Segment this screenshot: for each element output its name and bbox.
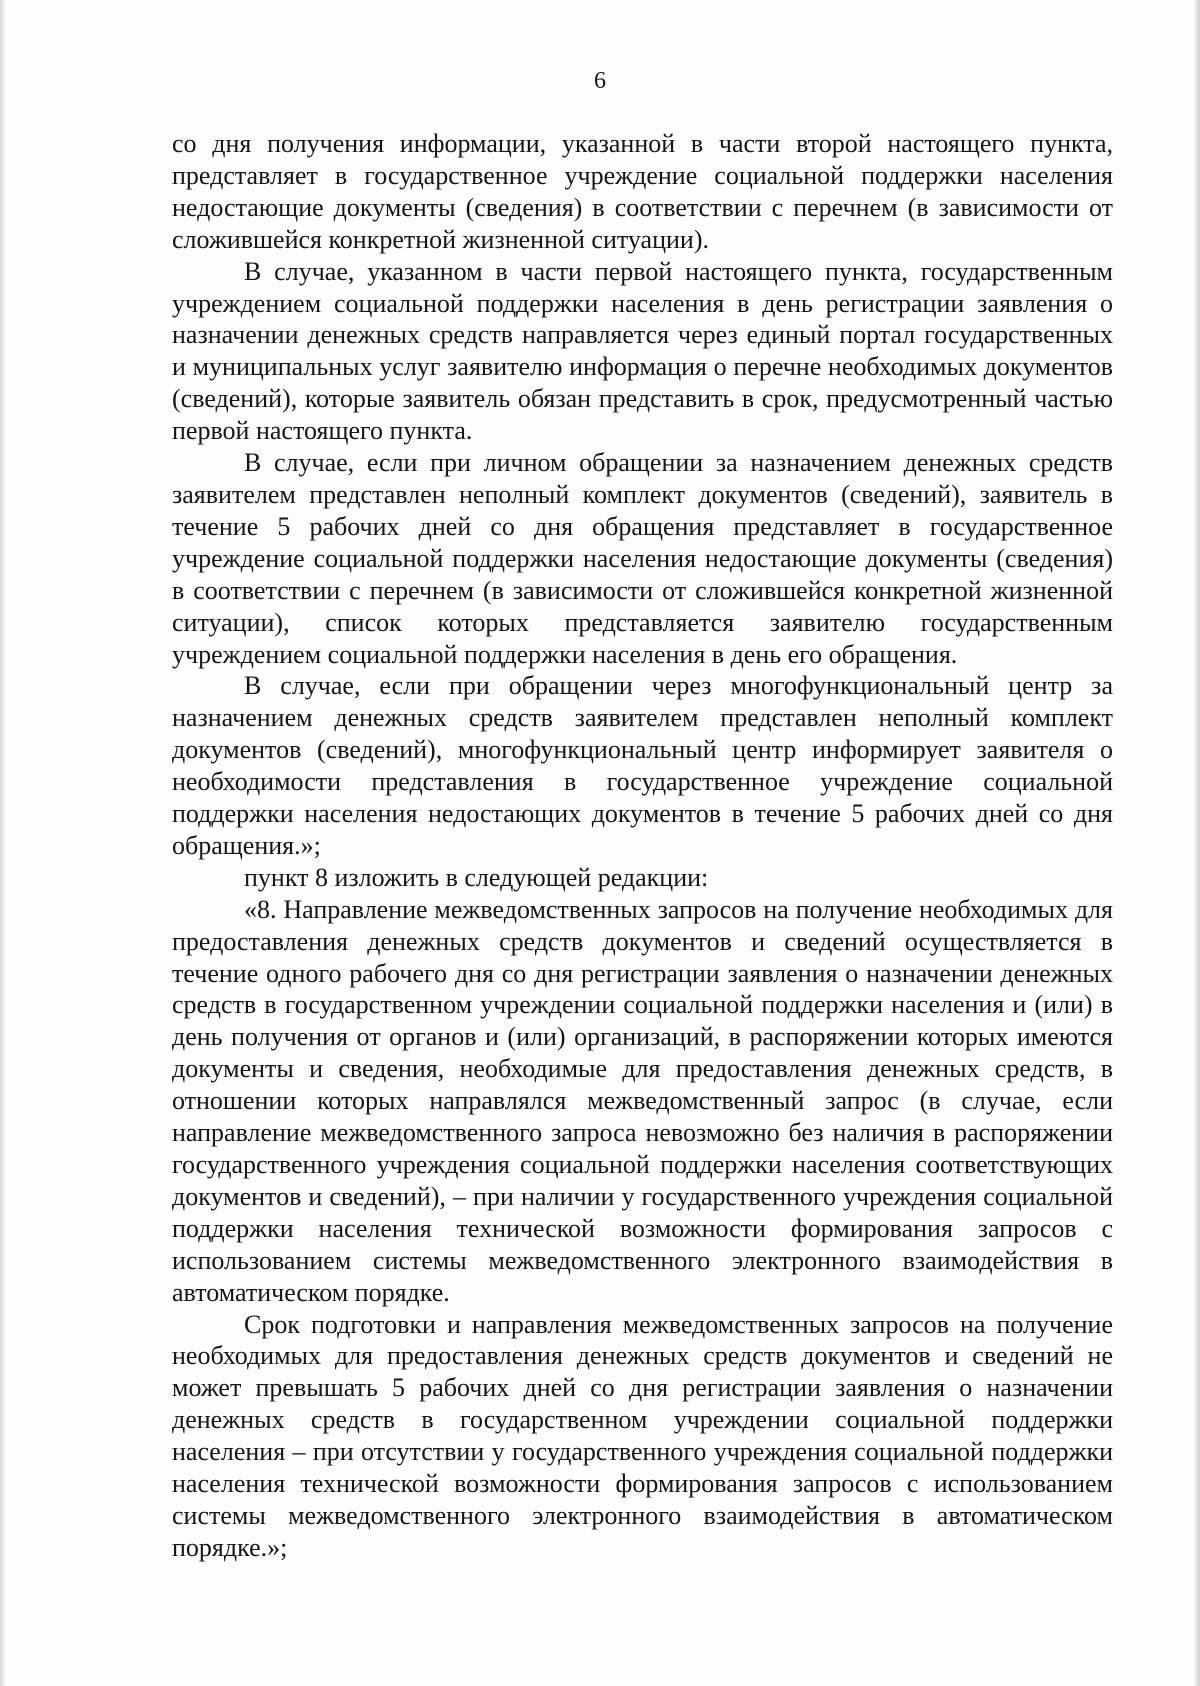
page-number: 6 (594, 68, 606, 94)
scan-edge-left (0, 0, 5, 1686)
paragraph-clause-8: «8. Направление межведомственных запросов на получение необходимых для предоставления денежных средств документов и сведений осуществляется в течение одного рабочего дня со дня регистрации заявления о назначении денежных средств в государственном учреждении социальной поддержки населения и (или) в день получения от органов и (или) организаций, в распоряжении которых имеются документы и сведения, необходимые для предоставления денежных средств, в отношении которых направлялся межведомственный запрос (в случае, если направление межведомственного запроса невозможно без наличия в распоряжении государственного учреждения социальной поддержки населения соответствующих документов и сведений), – при наличии у государственного учреждения социальной поддержки населения технической возможности формирования запросов с использованием системы межведомственного электронного взаимодействия в автоматическом порядке. (172, 894, 1113, 1307)
scan-edge-right (1194, 0, 1200, 1686)
paragraph: В случае, если при личном обращении за назначением денежных средств заявителем представлен неполный комплект документов (сведений), заявитель в течение 5 рабочих дней со дня обращения представляет в государственное учреждение социальной поддержки населения недостающие документы (сведения) в соответствии с перечнем (в зависимости от сложившейся конкретной жизненной ситуации), список которых представляется заявителю государственным учреждением социальной поддержки населения в день его обращения. (172, 448, 1113, 669)
document-body (172, 128, 1113, 1564)
paragraph: В случае, указанном в части первой настоящего пункта, государственным учреждением социальной поддержки населения в день регистрации заявления о назначении денежных средств направляется через единый портал государственных и муниципальных услуг заявителю информация о перечне необходимых документов (сведений), которые заявитель обязан представить в срок, предусмотренный частью первой настоящего пункта. (172, 256, 1113, 446)
paragraph: В случае, если при обращении через многофункциональный центр за назначением денежных средств заявителем представлен неполный комплект документов (сведений), многофункциональный центр информирует заявителя о необходимости представления в государственное учреждение социальной поддержки населения недостающих документов в течение 5 рабочих дней со дня обращения.»; (172, 671, 1113, 860)
paragraph-continuation: со дня получения информации, указанной в части второй настоящего пункта, представляет в государственное учреждение социальной поддержки населения недостающие документы (сведения) в соответствии с перечнем (в зависимости от сложившейся конкретной жизненной ситуации). (172, 129, 1113, 254)
paragraph: Срок подготовки и направления межведомственных запросов на получение необходимых для предоставления денежных средств документов и сведений не может превышать 5 рабочих дней со дня регистрации заявления о назначении денежных средств в государственном учреждении социальной поддержки населения – при отсутствии у государственного учреждения социальной поддержки населения технической возможности формирования запросов с использованием системы межведомственного электронного взаимодействия в автоматическом порядке.»; (172, 1309, 1113, 1562)
paragraph-amendment-instruction: пункт 8 изложить в следующей редакции: (244, 862, 709, 892)
